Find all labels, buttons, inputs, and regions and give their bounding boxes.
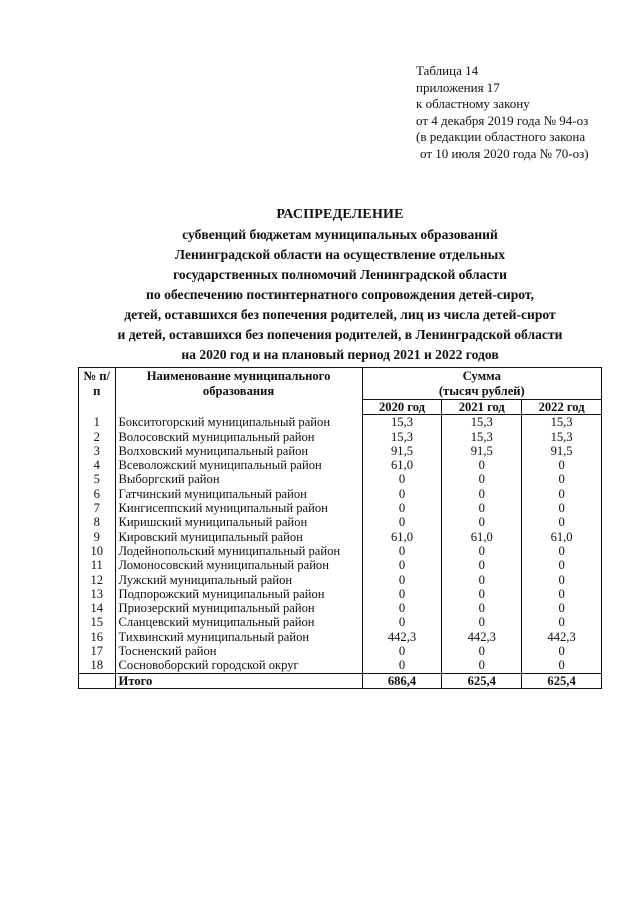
- title-line-4: по обеспечению постинтернатного сопровождения детей-сирот,: [146, 287, 534, 302]
- value-2020: 0: [362, 615, 442, 629]
- value-2021: 0: [442, 615, 522, 629]
- value-2020: 0: [362, 501, 442, 515]
- municipality-name: Киришский муниципальный район: [115, 515, 362, 529]
- value-2022: 0: [522, 501, 602, 515]
- table-row: [79, 501, 602, 515]
- row-number: 6: [79, 487, 116, 501]
- municipality-name: Лужский муниципальный район: [115, 573, 362, 587]
- table-row: [79, 630, 602, 644]
- value-2020: 0: [362, 644, 442, 658]
- column-header-name: Наименование муниципального образования: [115, 368, 362, 415]
- municipality-name: Сланцевский муниципальный район: [115, 615, 362, 629]
- value-2022: 15,3: [522, 430, 602, 444]
- municipality-name: Гатчинский муниципальный район: [115, 487, 362, 501]
- municipality-name: Волосовский муниципальный район: [115, 430, 362, 444]
- value-2020: 0: [362, 658, 442, 673]
- municipality-name: Приозерский муниципальный район: [115, 601, 362, 615]
- table-row: [79, 658, 602, 673]
- value-2021: 0: [442, 487, 522, 501]
- value-2020: 0: [362, 587, 442, 601]
- row-number: 11: [79, 558, 116, 572]
- total-2022: 625,4: [522, 673, 602, 688]
- row-number: 1: [79, 415, 116, 430]
- value-2022: 0: [522, 587, 602, 601]
- table-row: [79, 487, 602, 501]
- row-number: 2: [79, 430, 116, 444]
- value-2022: 0: [522, 558, 602, 572]
- table-row: [79, 573, 602, 587]
- value-2021: 91,5: [442, 444, 522, 458]
- table-row: [79, 544, 602, 558]
- value-2022: 0: [522, 615, 602, 629]
- title-line-7: на 2020 год и на плановый период 2021 и 2022 годов: [181, 347, 499, 362]
- value-2020: 0: [362, 573, 442, 587]
- value-2022: 0: [522, 544, 602, 558]
- value-2021: 442,3: [442, 630, 522, 644]
- row-number: 8: [79, 515, 116, 529]
- municipality-name: Кингисеппский муниципальный район: [115, 501, 362, 515]
- value-2021: 15,3: [442, 415, 522, 430]
- value-2020: 15,3: [362, 430, 442, 444]
- law-date-label: от 4 декабря 2019 года № 94-оз: [416, 112, 589, 128]
- total-number-cell: [79, 673, 116, 688]
- value-2022: 0: [522, 458, 602, 472]
- value-2022: 0: [522, 658, 602, 673]
- total-row: [79, 673, 602, 688]
- appendix-reference-note: [416, 63, 589, 162]
- value-2021: 0: [442, 558, 522, 572]
- value-2022: 0: [522, 515, 602, 529]
- sum-label: Сумма: [462, 369, 501, 383]
- municipality-name: Подпорожский муниципальный район: [115, 587, 362, 601]
- row-number: 12: [79, 573, 116, 587]
- value-2022: 0: [522, 472, 602, 486]
- title-line-1: субвенций бюджетам муниципальных образований: [182, 227, 498, 242]
- table-row: [79, 587, 602, 601]
- value-2020: 0: [362, 558, 442, 572]
- value-2020: 15,3: [362, 415, 442, 430]
- value-2022: 0: [522, 601, 602, 615]
- value-2021: 0: [442, 472, 522, 486]
- row-number: 7: [79, 501, 116, 515]
- value-2021: 0: [442, 501, 522, 515]
- table-row: [79, 458, 602, 472]
- value-2021: 0: [442, 573, 522, 587]
- municipality-name: Тихвинский муниципальный район: [115, 630, 362, 644]
- municipality-name: Волховский муниципальный район: [115, 444, 362, 458]
- page-title: РАСПРЕДЕЛЕНИЕ: [276, 207, 404, 222]
- sum-unit-label: (тысяч рублей): [438, 384, 525, 398]
- title-line-2: Ленинградской области на осуществление отдельных: [174, 247, 506, 262]
- row-number: 16: [79, 630, 116, 644]
- table-row: [79, 415, 602, 430]
- table-row: [79, 472, 602, 486]
- table-row: [79, 515, 602, 529]
- value-2021: 61,0: [442, 530, 522, 544]
- value-2021: 15,3: [442, 430, 522, 444]
- value-2022: 0: [522, 644, 602, 658]
- municipality-name: Кировский муниципальный район: [115, 530, 362, 544]
- municipality-name: Выборгский район: [115, 472, 362, 486]
- value-2022: 91,5: [522, 444, 602, 458]
- table-row: [79, 530, 602, 544]
- municipality-name: Ломоносовский муниципальный район: [115, 558, 362, 572]
- amendment-label: (в редакции областного закона: [416, 129, 586, 144]
- row-number: 18: [79, 658, 116, 673]
- municipality-name: Бокситогорский муниципальный район: [115, 415, 362, 430]
- row-number: 13: [79, 587, 116, 601]
- row-number: 3: [79, 444, 116, 458]
- total-2021: 625,4: [442, 673, 522, 688]
- value-2021: 0: [442, 515, 522, 529]
- table-row: [79, 558, 602, 572]
- value-2022: 442,3: [522, 630, 602, 644]
- law-reference-label: к областному закону: [416, 96, 530, 111]
- document-title: [70, 205, 610, 365]
- municipality-name: Всеволожский муниципальный район: [115, 458, 362, 472]
- value-2021: 0: [442, 458, 522, 472]
- value-2022: 61,0: [522, 530, 602, 544]
- column-header-2021: 2021 год: [442, 400, 522, 415]
- value-2021: 0: [442, 601, 522, 615]
- amendment-date-label: от 10 июля 2020 года № 70-оз): [420, 145, 589, 161]
- row-number: 15: [79, 615, 116, 629]
- column-header-2020: 2020 год: [362, 400, 442, 415]
- row-number: 5: [79, 472, 116, 486]
- value-2020: 91,5: [362, 444, 442, 458]
- column-header-2022: 2022 год: [522, 400, 602, 415]
- table-number-label: Таблица 14: [416, 63, 479, 78]
- value-2021: 0: [442, 544, 522, 558]
- value-2020: 0: [362, 515, 442, 529]
- table-row: [79, 644, 602, 658]
- value-2021: 0: [442, 587, 522, 601]
- row-number: 17: [79, 644, 116, 658]
- table-row: [79, 615, 602, 629]
- total-label: Итого: [115, 673, 362, 688]
- value-2022: 15,3: [522, 415, 602, 430]
- title-line-5: детей, оставшихся без попечения родителей, лиц из числа детей-сирот: [124, 307, 556, 322]
- title-line-3: государственных полномочий Ленинградской области: [173, 267, 507, 282]
- value-2022: 0: [522, 487, 602, 501]
- row-number: 9: [79, 530, 116, 544]
- value-2020: 0: [362, 472, 442, 486]
- table-row: [79, 601, 602, 615]
- value-2022: 0: [522, 573, 602, 587]
- municipality-name: Лодейнопольский муниципальный район: [115, 544, 362, 558]
- value-2021: 0: [442, 658, 522, 673]
- value-2020: 0: [362, 601, 442, 615]
- municipality-name: Сосновоборский городской округ: [115, 658, 362, 673]
- municipality-name: Тосненский район: [115, 644, 362, 658]
- value-2020: 0: [362, 544, 442, 558]
- title-line-6: и детей, оставшихся без попечения родителей, в Ленинградской области: [117, 327, 563, 342]
- total-2020: 686,4: [362, 673, 442, 688]
- row-number: 4: [79, 458, 116, 472]
- column-header-number: № п/п: [79, 368, 116, 415]
- column-header-sum: [362, 368, 601, 400]
- value-2020: 442,3: [362, 630, 442, 644]
- table-row: [79, 430, 602, 444]
- row-number: 10: [79, 544, 116, 558]
- row-number: 14: [79, 601, 116, 615]
- value-2021: 0: [442, 644, 522, 658]
- value-2020: 61,0: [362, 458, 442, 472]
- appendix-number-label: приложения 17: [416, 79, 500, 95]
- distribution-table: [78, 367, 602, 689]
- value-2020: 0: [362, 487, 442, 501]
- table-row: [79, 444, 602, 458]
- value-2020: 61,0: [362, 530, 442, 544]
